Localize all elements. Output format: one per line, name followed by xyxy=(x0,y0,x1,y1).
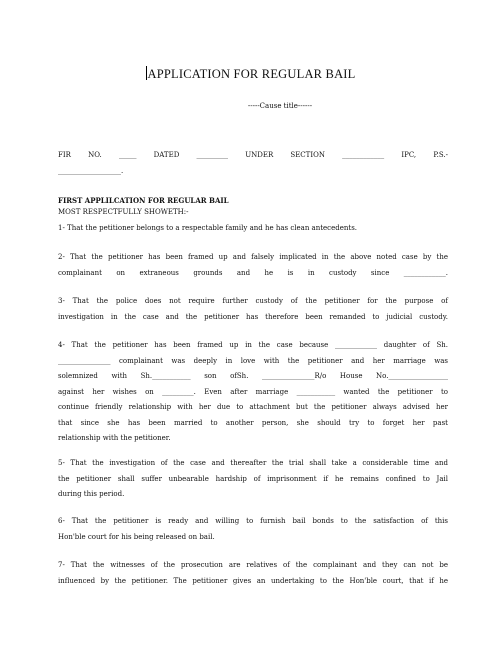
paragraph-2 xyxy=(58,250,448,281)
fir-line-2: __________________. xyxy=(58,167,124,175)
paragraph-2-line: 2- That the petitioner has been framed up and falsely implicated in the above noted case by the xyxy=(58,253,448,261)
paragraph-5-line: during this period. xyxy=(58,490,125,498)
paragraph-6-line: Hon'ble court for his being released on bail. xyxy=(58,532,215,541)
paragraph-4-line: solemnized with Sh.___________ son ofSh. _______________R/o House No._________________ xyxy=(58,372,448,380)
paragraph-4-line: 4- That the petitioner has been framed up in the case because ____________ daughter of Sh. xyxy=(58,341,448,349)
paragraph-5 xyxy=(58,456,448,503)
paragraph-4-line: _______________ complainant was deeply in love with the petitioner and her marriage was xyxy=(58,356,448,365)
document-title: APPLICATION FOR REGULAR BAIL xyxy=(147,67,356,81)
paragraph-1: 1- That the petitioner belongs to a respectable family and he has clean antecedents. xyxy=(58,224,358,232)
paragraph-5-line: the petitioner shall suffer unbearable hardship of imprisonment if he remains confined to Jail xyxy=(58,474,448,483)
paragraph-5-line: 5- That the investigation of the case and thereafter the trial shall take a considerable time and xyxy=(58,459,448,467)
fir-line-1: FIR NO. _____ DATED _________ UNDER SECTION ____________ IPC, P.S.- xyxy=(58,151,448,159)
paragraph-4-line: against her wishes on _________. Even after marriage ___________ wanted the petitioner to xyxy=(58,387,448,396)
application-heading: FIRST APPLILCATION FOR REGULAR BAIL xyxy=(58,196,229,205)
paragraph-3 xyxy=(58,294,448,325)
paragraph-4-line: that since she has been married to another person, she should try to forget her past xyxy=(58,418,448,427)
paragraph-4-line: continue friendly relationship with her due to attachment but the petitioner always advised her xyxy=(58,403,448,411)
paragraph-3-line: investigation in the case and the petitioner has therefore been remanded to judicial custody. xyxy=(58,312,448,321)
paragraph-7 xyxy=(58,558,448,589)
paragraph-6-line: 6- That the petitioner is ready and willing to furnish bail bonds to the satisfaction of this xyxy=(58,517,448,525)
paragraph-7-line: 7- That the witnesses of the prosecution are relatives of the complainant and they can not be xyxy=(58,561,448,569)
showeth-subheading: MOST RESPECTFULLY SHOWETH:- xyxy=(58,208,189,216)
paragraph-3-line: 3- That the police does not require further custody of the petitioner for the purpose of xyxy=(58,297,448,305)
paragraph-2-line: complainant on extraneous grounds and he is in custody since ____________. xyxy=(58,268,448,277)
cause-title: -----Cause title------ xyxy=(247,102,313,110)
paragraph-6 xyxy=(58,514,448,545)
paragraph-4-line: relationship with the petitioner. xyxy=(58,434,171,442)
paragraph-7-line: influenced by the petitioner. The petitioner gives an undertaking to the Hon'ble court, that if he xyxy=(58,576,448,585)
paragraph-4 xyxy=(58,338,448,447)
